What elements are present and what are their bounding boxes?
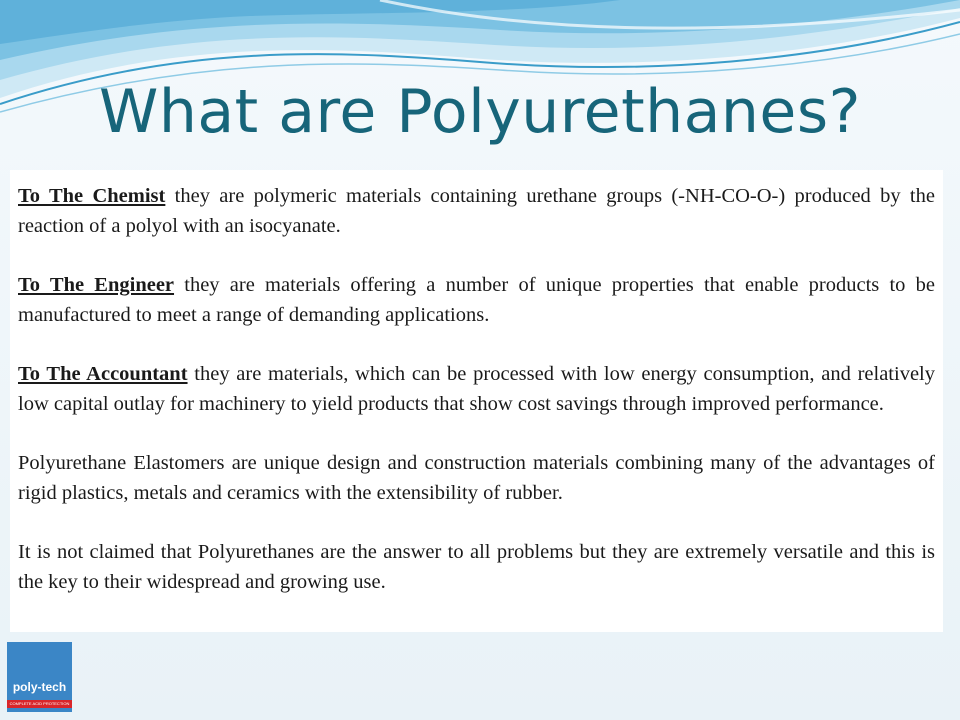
paragraph-versatility: It is not claimed that Polyurethanes are the answer to all problems but they are extremely versatile and this is the key to their widespread and growing use.	[18, 541, 935, 593]
logo-name: poly-tech	[12, 680, 67, 694]
lead-label: To The Accountant	[18, 363, 188, 385]
definition-chemist	[18, 182, 935, 241]
paragraph-text: they are materials, which can be processed with low energy consumption, and relatively low capital outlay for machinery to yield products that show cost savings through improved performance.	[18, 363, 935, 415]
definition-accountant	[18, 360, 935, 419]
paragraph-text: they are materials offering a number of unique properties that enable products to be manufactured to meet a range of demanding applications.	[18, 274, 936, 326]
paragraph-text: they are polymeric materials containing urethane groups (-NH-CO-O-) produced by the reaction of a polyol with an isocyanate.	[18, 185, 935, 237]
content-panel	[10, 170, 943, 632]
paragraph-elastomers: Polyurethane Elastomers are unique design and construction materials combining many of the advantages of rigid plastics, metals and ceramics with the extensibility of rubber.	[18, 452, 935, 504]
slide-title: What are Polyurethanes?	[99, 77, 861, 147]
lead-label: To The Engineer	[18, 274, 175, 296]
definition-engineer	[18, 271, 935, 330]
lead-label: To The Chemist	[18, 185, 166, 207]
logo-tagline: COMPLETE ACID PROTECTION	[7, 700, 72, 708]
company-logo	[7, 642, 72, 712]
